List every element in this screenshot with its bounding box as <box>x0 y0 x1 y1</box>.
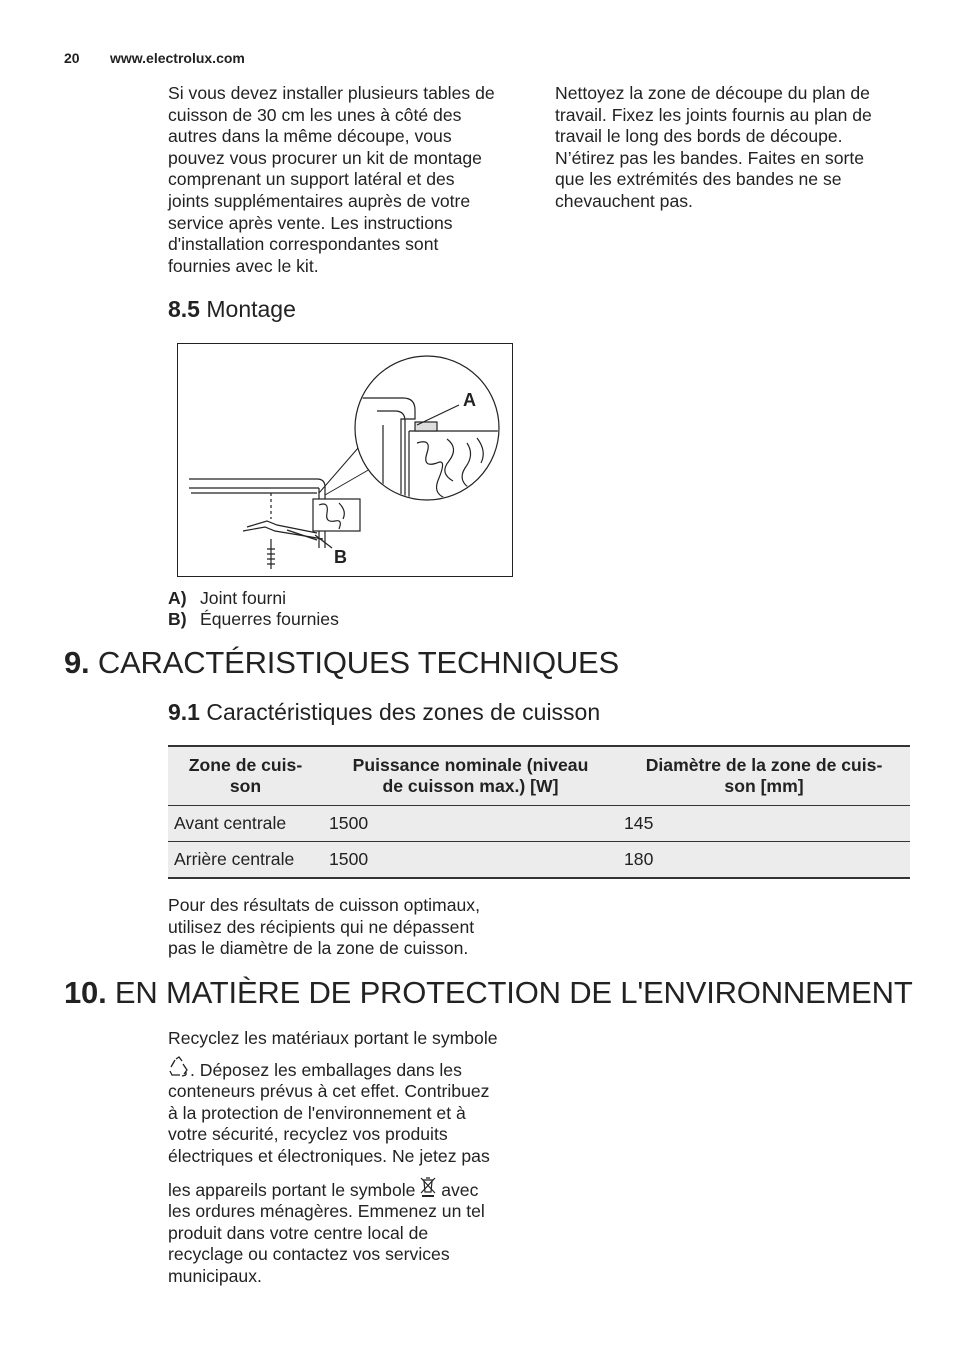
text-line: pas le diamètre de la zone de cuisson. <box>168 938 469 959</box>
header-line: Diamètre de la zone de cuis- <box>645 755 883 775</box>
recycle-icon <box>168 1056 190 1078</box>
header-line: son <box>229 775 262 796</box>
text-line: que les extrémités des bandes ne se <box>555 169 842 190</box>
text-line: utilisez des récipients qui ne dépassent <box>168 916 475 937</box>
table-cell: Arrière centrale <box>168 842 323 879</box>
section-number: 8.5 <box>168 296 200 322</box>
crossed-bin-icon <box>420 1176 436 1198</box>
header-line: Puissance nominale (niveau <box>352 755 589 775</box>
text-line: produit dans votre centre local de <box>168 1222 429 1243</box>
text-line: Si vous devez installer plusieurs tables de <box>168 83 495 103</box>
text-line: Recyclez les matériaux portant le symbole <box>168 1028 498 1048</box>
column-header <box>618 746 910 806</box>
text-line: d'installation correspondantes sont <box>168 234 439 255</box>
website-url: www.electrolux.com <box>110 50 245 66</box>
label-b: B <box>334 547 347 567</box>
legend-item <box>168 588 339 609</box>
table-cell: Avant centrale <box>168 806 323 842</box>
section-10-paragraph <box>168 1028 538 1288</box>
header-line: de cuisson max.) [W] <box>382 775 559 796</box>
text-line <box>168 1176 538 1202</box>
intro-right-paragraph <box>555 83 925 213</box>
text-line: N’étirez pas les bandes. Faites en sorte <box>555 147 865 168</box>
text-fragment: les appareils portant le symbole <box>168 1179 416 1200</box>
section-9-heading <box>64 645 619 681</box>
column-header <box>323 746 618 806</box>
section-number: 9.1 <box>168 699 200 725</box>
text-fragment: . Déposez les emballages dans les <box>190 1059 462 1080</box>
page-header <box>64 50 245 66</box>
section-9-note <box>168 895 528 960</box>
header-line: Zone de cuis- <box>188 755 303 775</box>
text-line: Nettoyez la zone de découpe du plan de <box>555 83 870 103</box>
section-8-5-heading <box>168 296 296 323</box>
text-line: conteneurs prévus à cet effet. Contribuez <box>168 1081 490 1102</box>
diagram-legend <box>168 588 339 630</box>
column-header <box>168 746 323 806</box>
section-number: 10. <box>64 975 107 1010</box>
text-line: autres dans la même découpe, vous <box>168 126 452 147</box>
intro-left-paragraph <box>168 83 528 277</box>
header-line: son [mm] <box>724 775 804 796</box>
legend-text: Joint fourni <box>200 588 287 608</box>
text-line: comprenant un support latéral et des <box>168 169 455 190</box>
table-row <box>168 842 910 879</box>
page-number: 20 <box>64 50 80 66</box>
text-line: travail. Fixez les joints fournis au plan de <box>555 104 872 125</box>
text-line: votre sécurité, recyclez vos produits <box>168 1124 448 1145</box>
text-line: joints supplémentaires auprès de votre <box>168 190 471 211</box>
spec-table-wrapper <box>168 745 910 879</box>
text-line: les ordures ménagères. Emmenez un tel <box>168 1201 485 1222</box>
section-9-1-heading <box>168 699 600 726</box>
text-line: recyclage ou contactez vos services <box>168 1244 450 1265</box>
cooking-zones-table <box>168 745 910 879</box>
table-cell: 180 <box>618 842 910 879</box>
section-number: 9. <box>64 645 90 680</box>
text-line: service après vente. Les instructions <box>168 212 453 233</box>
legend-key: B) <box>168 609 187 629</box>
section-title: EN MATIÈRE DE PROTECTION DE L'ENVIRONNEMENT <box>114 975 913 1010</box>
text-fragment: avec <box>441 1179 479 1200</box>
text-line <box>168 1056 538 1082</box>
text-line: Pour des résultats de cuisson optimaux, <box>168 895 480 915</box>
table-cell: 1500 <box>323 842 618 879</box>
legend-text: Équerres fournies <box>200 609 339 629</box>
section-10-heading <box>64 975 913 1011</box>
legend-key: A) <box>168 588 187 608</box>
text-line: pouvez vous procurer un kit de montage <box>168 147 482 168</box>
text-line: cuisson de 30 cm les unes à côté des <box>168 104 462 125</box>
table-row <box>168 806 910 842</box>
section-title: Montage <box>206 296 296 322</box>
section-title: CARACTÉRISTIQUES TECHNIQUES <box>97 645 619 680</box>
installation-diagram <box>177 343 513 577</box>
section-title: Caractéristiques des zones de cuisson <box>206 699 601 725</box>
table-cell: 145 <box>618 806 910 842</box>
table-cell: 1500 <box>323 806 618 842</box>
text-line: fournies avec le kit. <box>168 255 319 276</box>
text-line: à la protection de l'environnement et à <box>168 1102 466 1123</box>
table-header-row <box>168 746 910 806</box>
text-line: chevauchent pas. <box>555 190 693 211</box>
label-a: A <box>463 390 476 410</box>
text-line: municipaux. <box>168 1265 262 1286</box>
text-line: travail le long des bords de découpe. <box>555 126 843 147</box>
legend-item <box>168 609 339 630</box>
text-line: électriques et électroniques. Ne jetez pas <box>168 1145 490 1166</box>
